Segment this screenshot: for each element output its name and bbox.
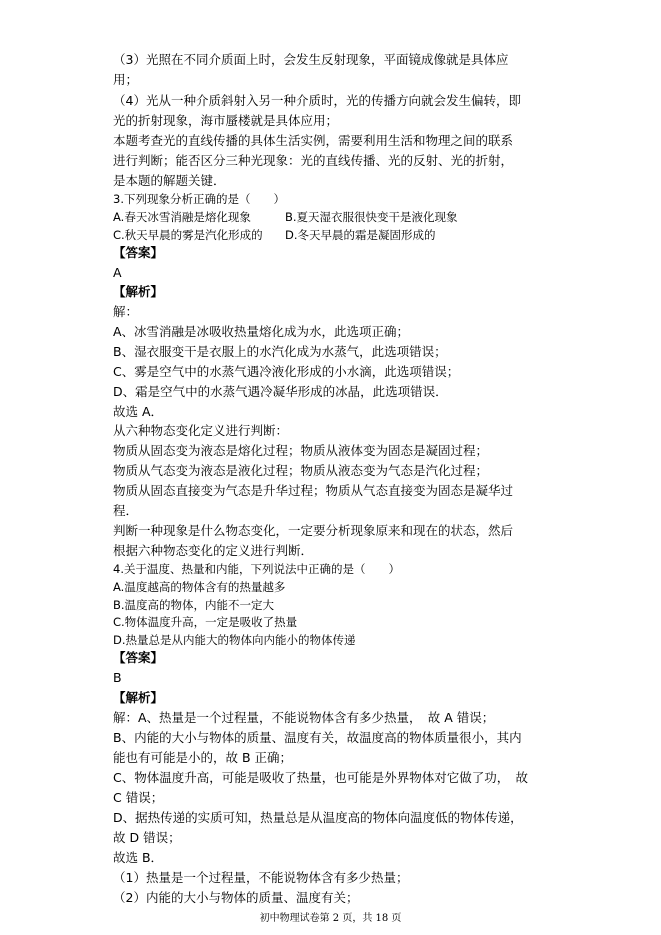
text-line: C、物体温度升高，可能是吸收了热量，也可能是外界物体对它做了功， 故 — [113, 770, 528, 785]
question-4-option-d: D.热量总是从内能大的物体向内能小的物体传递 — [113, 633, 356, 647]
text-line: 故 D 错误； — [113, 830, 181, 845]
answer-heading: 【答案】 — [113, 245, 164, 260]
answer-value: A — [113, 265, 122, 280]
text-line: （1）热量是一个过程量，不能说物体含有多少热量； — [113, 870, 409, 885]
question-3-option-b: B.夏天湿衣服很快变干是液化现象 — [285, 210, 458, 224]
text-line: 程． — [113, 503, 139, 518]
text-line: （4）光从一种介质斜射入另一种介质时，光的传播方向就会发生偏转，即 — [113, 93, 521, 108]
text-line: 根据六种物态变化的定义进行判断． — [113, 543, 314, 558]
text-line: 解：A、热量是一个过程量，不能说物体含有多少热量， 故 A 错误； — [113, 710, 495, 725]
text-line: B、内能的大小与物体的质量、温度有关，故温度高的物体质量很小，其内 — [113, 730, 522, 745]
question-4-option-a: A.温度越高的物体含有的热量越多 — [113, 580, 286, 594]
text-line: C、雾是空气中的水蒸气遇冷液化形成的小水滴，此选项错误； — [113, 364, 460, 379]
text-line: 能也有可能是小的，故 B 正确； — [113, 750, 293, 765]
text-line: 物质从固态直接变为气态是升华过程；物质从气态直接变为固态是凝华过 — [113, 483, 514, 498]
question-4-stem: 4.关于温度、热量和内能，下列说法中正确的是（ ） — [113, 562, 400, 576]
text-line: 本题考查光的直线传播的具体生活实例，需要利用生活和物理之间的联系 — [113, 133, 514, 148]
text-line: 进行判断；能否区分三种光现象：光的直线传播、光的反射、光的折射， — [113, 153, 514, 168]
question-4-option-b: B.温度高的物体，内能不一定大 — [113, 598, 275, 612]
text-line: 物质从气态变为液态是液化过程；物质从液态变为气态是汽化过程； — [113, 463, 489, 478]
text-line: B、湿衣服变干是衣服上的水汽化成为水蒸气，此选项错误； — [113, 344, 447, 359]
text-line: 解： — [113, 304, 139, 319]
text-line: 故选 B． — [113, 850, 164, 865]
answer-value: B — [113, 670, 122, 685]
question-3-option-d: D.冬天早晨的霜是凝固形成的 — [285, 228, 436, 242]
text-line: 用； — [113, 72, 139, 87]
answer-heading: 【答案】 — [113, 650, 164, 665]
question-4-option-c: C.物体温度升高，一定是吸收了热量 — [113, 615, 298, 629]
analysis-heading: 【解析】 — [113, 690, 164, 705]
text-line: 判断一种现象是什么物态变化，一定要分析现象原来和现在的状态，然后 — [113, 523, 514, 538]
text-line: 从六种物态变化定义进行判断： — [113, 423, 289, 438]
text-line: A、冰雪消融是冰吸收热量熔化成为水，此选项正确； — [113, 324, 410, 339]
text-line: 故选 A． — [113, 404, 164, 419]
text-line: （2）内能的大小与物体的质量、温度有关； — [113, 890, 359, 905]
question-3-option-a: A.春天冰雪消融是熔化现象 — [113, 210, 251, 224]
text-line: D、霜是空气中的水蒸气遇冷凝华形成的冰晶，此选项错误． — [113, 384, 448, 399]
text-line: D、据热传递的实质可知，热量总是从温度高的物体向温度低的物体传递， — [113, 810, 523, 825]
analysis-heading: 【解析】 — [113, 284, 164, 299]
text-line: C 错误； — [113, 790, 164, 805]
text-line: 光的折射现象，海市蜃楼就是具体应用； — [113, 113, 339, 128]
text-line: 是本题的解题关键． — [113, 173, 226, 188]
question-3-option-c: C.秋天早晨的雾是汽化形成的 — [113, 228, 263, 242]
page-footer: 初中物理试卷第 2 页，共 18 页 — [259, 913, 402, 924]
text-line: 物质从固态变为液态是熔化过程；物质从液体变为固态是凝固过程； — [113, 443, 489, 458]
question-3-stem: 3.下列现象分析正确的是（ ） — [113, 192, 285, 206]
text-line: （3）光照在不同介质面上时，会发生反射现象，平面镜成像就是具体应 — [113, 52, 509, 67]
